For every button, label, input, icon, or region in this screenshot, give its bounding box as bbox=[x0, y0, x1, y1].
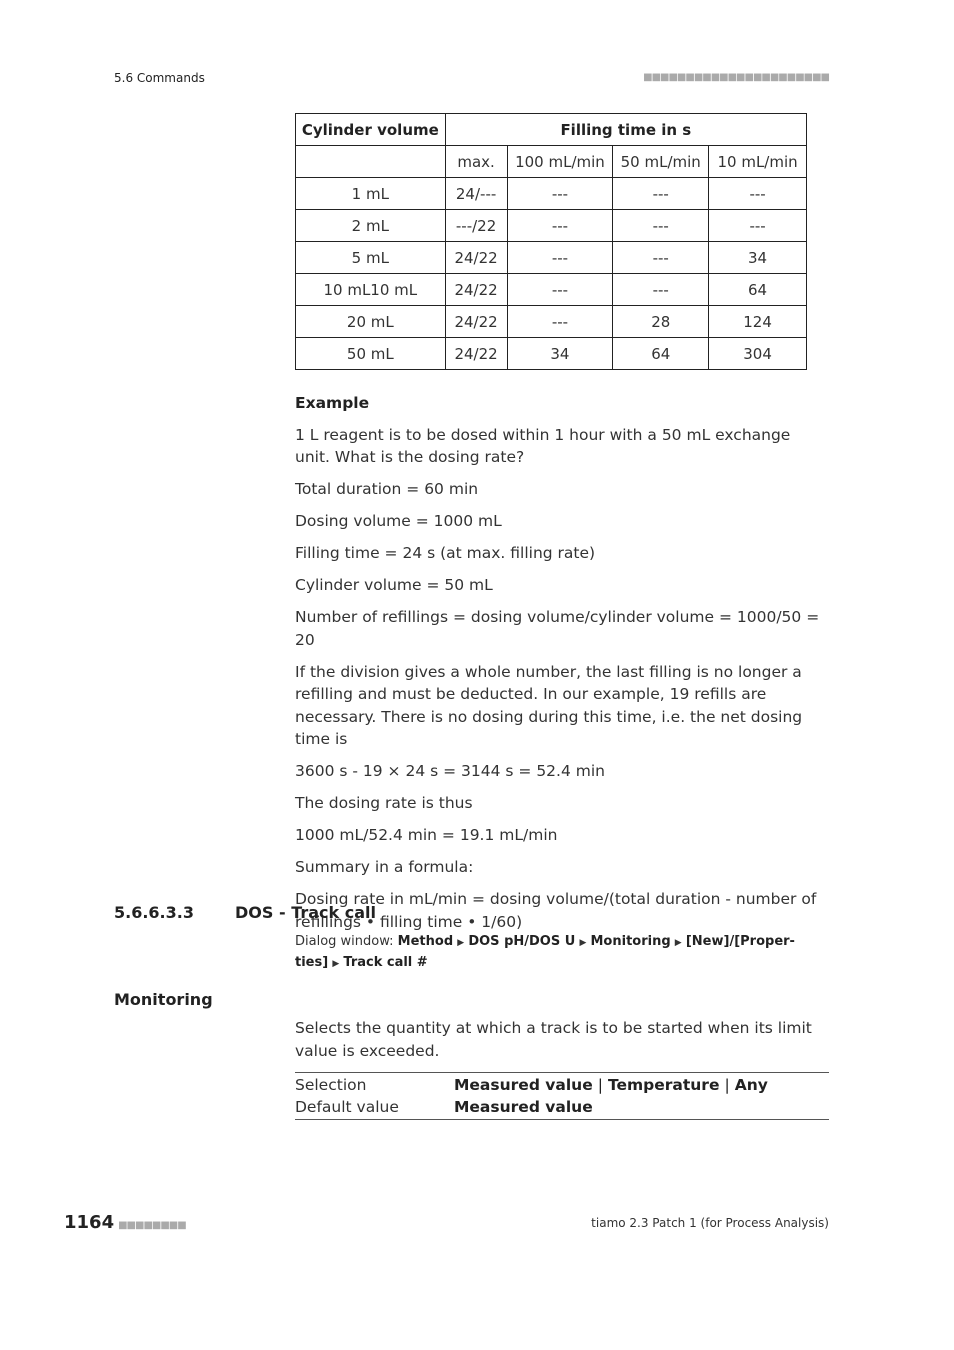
header-filling-time: Filling time in s bbox=[445, 114, 806, 146]
table-cell: 34 bbox=[507, 338, 613, 370]
arrow-icon: ▶ bbox=[332, 959, 340, 969]
example-paragraph: If the division gives a whole number, the last filling is no longer a refilling and must be deducted. In our example, 19 refills are necessary. There is no dosing during this time, i.e. the net dosing time is bbox=[295, 662, 803, 748]
example-block bbox=[295, 392, 829, 943]
filling-time-table bbox=[295, 113, 807, 370]
table-header-row bbox=[296, 114, 807, 146]
example-paragraph: Total duration = 60 min bbox=[295, 480, 479, 498]
arrow-icon: ▶ bbox=[579, 938, 587, 948]
table-cell: --- bbox=[507, 178, 613, 210]
footer-product: tiamo 2.3 Patch 1 (for Process Analysis) bbox=[591, 1216, 829, 1230]
dialog-path-item: Monitoring bbox=[590, 934, 671, 949]
dialog-path-item: DOS pH/DOS U bbox=[468, 934, 576, 949]
table-cell: --- bbox=[507, 242, 613, 274]
section-number: 5.6.6.3.3 bbox=[114, 903, 194, 922]
table-cell: --- bbox=[507, 210, 613, 242]
table-cell: --- bbox=[507, 274, 613, 306]
table-cell: --- bbox=[613, 178, 709, 210]
table-cell: 304 bbox=[709, 338, 807, 370]
table-cell: 5 mL bbox=[296, 242, 446, 274]
selection-row bbox=[295, 1074, 829, 1096]
table-cell: 24/--- bbox=[445, 178, 507, 210]
example-paragraph: Cylinder volume = 50 mL bbox=[295, 576, 493, 594]
table-cell: 10 mL10 mL bbox=[296, 274, 446, 306]
section-title: DOS - Track call bbox=[235, 903, 376, 922]
subheader-cell: 10 mL/min bbox=[709, 146, 807, 178]
table-cell: 24/22 bbox=[445, 274, 507, 306]
dialog-prefix: Dialog window: bbox=[295, 934, 398, 949]
example-paragraph: Dosing rate in mL/min = dosing volume/(total duration - number of refillings • filling time • 1/60) bbox=[295, 890, 817, 931]
default-row bbox=[295, 1096, 829, 1118]
example-paragraph: Number of refillings = dosing volume/cylinder volume = 1000/50 = 20 bbox=[295, 608, 820, 649]
table-cell: 20 mL bbox=[296, 306, 446, 338]
table-cell: --- bbox=[507, 306, 613, 338]
example-title: Example bbox=[295, 394, 370, 412]
parameter-table bbox=[295, 1072, 829, 1120]
selection-values bbox=[454, 1074, 768, 1096]
table-cell: 1 mL bbox=[296, 178, 446, 210]
table-cell: 34 bbox=[709, 242, 807, 274]
table-cell: --- bbox=[613, 210, 709, 242]
footer-decoration: ■■■■■■■■ bbox=[118, 1220, 186, 1231]
dialog-path-item: [New]/[Properties] bbox=[295, 934, 795, 970]
example-paragraph: 3600 s - 19 × 24 s = 3144 s = 52.4 min bbox=[295, 762, 605, 780]
monitoring-description: Selects the quantity at which a track is to be started when its limit value is exceeded. bbox=[295, 1019, 812, 1060]
example-paragraph: 1000 mL/52.4 min = 19.1 mL/min bbox=[295, 826, 558, 844]
table-row bbox=[296, 274, 807, 306]
table-cell: 28 bbox=[613, 306, 709, 338]
page-number: 1164 bbox=[64, 1212, 115, 1233]
table-cell: --- bbox=[613, 274, 709, 306]
table-cell: 50 mL bbox=[296, 338, 446, 370]
running-header-section: 5.6 Commands bbox=[114, 71, 205, 85]
table-row bbox=[296, 178, 807, 210]
table-cell: 2 mL bbox=[296, 210, 446, 242]
subheader-cell: max. bbox=[445, 146, 507, 178]
table-row bbox=[296, 338, 807, 370]
separator: | bbox=[597, 1076, 603, 1094]
table-cell: 124 bbox=[709, 306, 807, 338]
section-heading bbox=[114, 903, 376, 922]
running-header-decoration: ■■■■■■■■■■■■■■■■■■■■■■ bbox=[643, 72, 829, 83]
selection-value: Temperature bbox=[607, 1076, 720, 1094]
table-cell: --- bbox=[709, 178, 807, 210]
table-cell: 24/22 bbox=[445, 242, 507, 274]
arrow-icon: ▶ bbox=[457, 938, 465, 948]
example-paragraph: Summary in a formula: bbox=[295, 858, 474, 876]
example-paragraph: 1 L reagent is to be dosed within 1 hour with a 50 mL exchange unit. What is the dosing rate? bbox=[295, 425, 791, 466]
table-cell: --- bbox=[709, 210, 807, 242]
monitoring-heading: Monitoring bbox=[114, 990, 213, 1009]
example-paragraph: Dosing volume = 1000 mL bbox=[295, 512, 502, 530]
header-cylinder-volume: Cylinder volume bbox=[296, 114, 446, 146]
table-row bbox=[296, 210, 807, 242]
subheader-cell: 100 mL/min bbox=[507, 146, 613, 178]
table-cell: 64 bbox=[709, 274, 807, 306]
default-label: Default value bbox=[295, 1098, 399, 1116]
table-cell: 24/22 bbox=[445, 338, 507, 370]
arrow-icon: ▶ bbox=[674, 938, 682, 948]
subheader-cell bbox=[296, 146, 446, 178]
separator: | bbox=[724, 1076, 730, 1094]
table-row bbox=[296, 306, 807, 338]
subheader-cell: 50 mL/min bbox=[613, 146, 709, 178]
selection-label: Selection bbox=[295, 1076, 367, 1094]
table-cell: ---/22 bbox=[445, 210, 507, 242]
table-subheader-row bbox=[296, 146, 807, 178]
example-paragraph: Filling time = 24 s (at max. filling rate) bbox=[295, 544, 596, 562]
table-cell: 24/22 bbox=[445, 306, 507, 338]
dialog-path-item: Track call # bbox=[343, 955, 428, 970]
default-value: Measured value bbox=[454, 1098, 593, 1116]
page-number-block bbox=[64, 1212, 186, 1233]
table-row bbox=[296, 242, 807, 274]
selection-value: Measured value bbox=[454, 1076, 593, 1094]
selection-value: Any bbox=[734, 1076, 768, 1094]
table-cell: --- bbox=[613, 242, 709, 274]
table-cell: 64 bbox=[613, 338, 709, 370]
example-paragraph: The dosing rate is thus bbox=[295, 794, 473, 812]
dialog-path bbox=[295, 932, 795, 974]
dialog-path-item: Method bbox=[397, 934, 454, 949]
